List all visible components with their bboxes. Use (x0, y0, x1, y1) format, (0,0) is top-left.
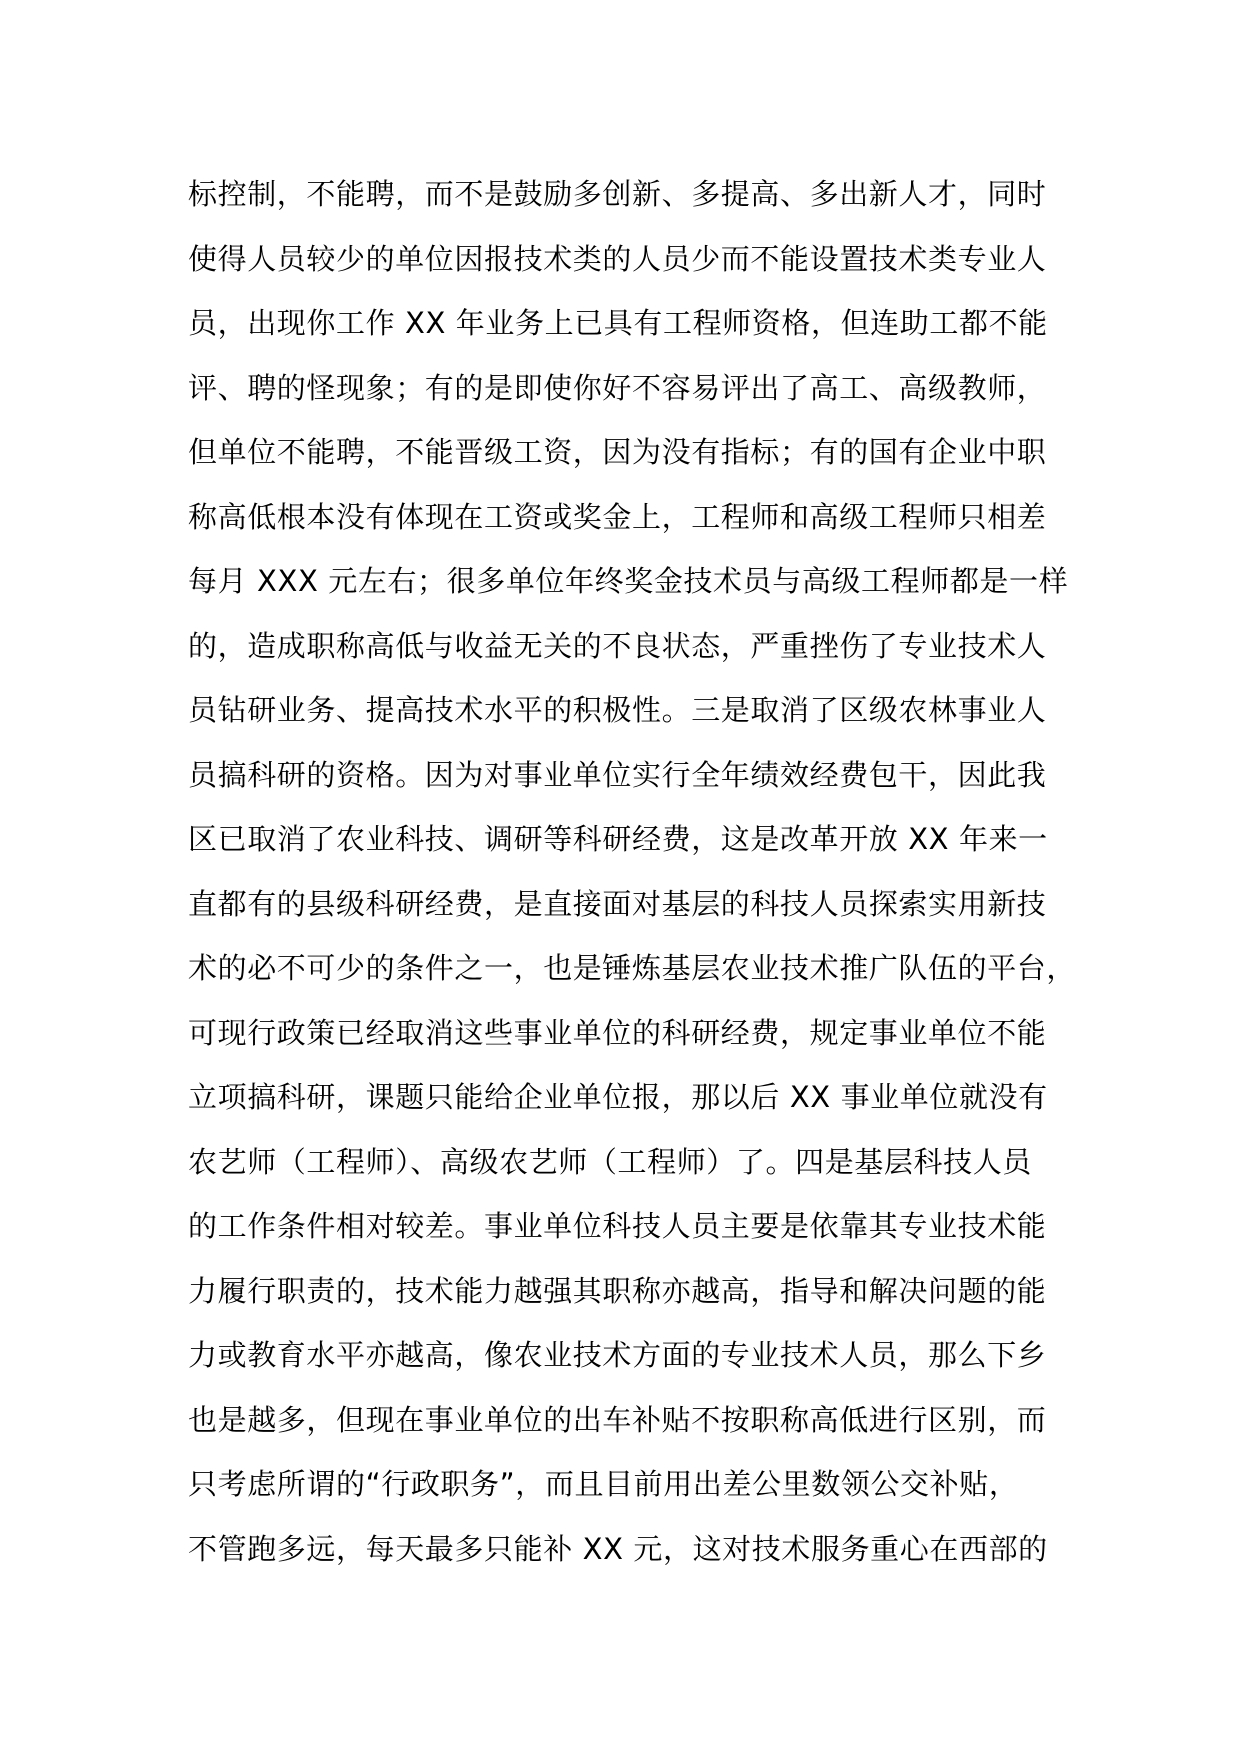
text-line: 但单位不能聘，不能晋级工资，因为没有指标；有的国有企业中职 (188, 435, 1047, 469)
text-line: 只考虑所谓的“行政职务”，而且目前用出差公里数领公交补贴， (188, 1467, 1019, 1501)
text-line: 的工作条件相对较差。事业单位科技人员主要是依靠其专业技术能 (188, 1209, 1047, 1243)
text-line: 农艺师（工程师）、高级农艺师（工程师）了。四是基层科技人员 (188, 1144, 1032, 1179)
text-line: 区已取消了农业科技、调研等科研经费，这是改革开放 XX 年来一 (188, 822, 1048, 856)
text-line: 术的必不可少的条件之一，也是锤炼基层农业技术推广队伍的平台， (188, 951, 1077, 985)
text-line: 称高低根本没有体现在工资或奖金上，工程师和高级工程师只相差 (188, 499, 1047, 534)
text-line: 标控制，不能聘，而不是鼓励多创新、多提高、多出新人才，同时 (188, 177, 1047, 211)
text-line: 力履行职责的，技术能力越强其职称亦越高，指导和解决问题的能 (188, 1273, 1047, 1308)
text-line: 可现行政策已经取消这些事业单位的科研经费，规定事业单位不能 (188, 1015, 1047, 1050)
text-line: 员，出现你工作 XX 年业务上已具有工程师资格，但连助工都不能 (188, 306, 1048, 340)
text-line: 员钻研业务、提高技术水平的积极性。三是取消了区级农林事业人 (188, 693, 1047, 727)
text-line: 不管跑多远，每天最多只能补 XX 元，这对技术服务重心在西部的 (188, 1531, 1048, 1566)
text-line: 力或教育水平亦越高，像农业技术方面的专业技术人员，那么下乡 (188, 1338, 1047, 1372)
text-line: 的，造成职称高低与收益无关的不良状态，严重挫伤了专业技术人 (188, 628, 1047, 663)
body-paragraph (188, 162, 1088, 1581)
text-line: 员搞科研的资格。因为对事业单位实行全年绩效经费包干，因此我 (188, 757, 1047, 792)
text-line: 评、聘的怪现象；有的是即使你好不容易评出了高工、高级教师， (188, 370, 1047, 405)
text-line: 立项搞科研，课题只能给企业单位报，那以后 XX 事业单位就没有 (188, 1080, 1048, 1114)
text-line: 每月 XXX 元左右；很多单位年终奖金技术员与高级工程师都是一样 (188, 564, 1069, 598)
text-line: 直都有的县级科研经费，是直接面对基层的科技人员探索实用新技 (188, 886, 1047, 921)
text-line: 也是越多，但现在事业单位的出车补贴不按职称高低进行区别，而 (188, 1402, 1047, 1437)
text-line: 使得人员较少的单位因报技术类的人员少而不能设置技术类专业人 (188, 241, 1047, 276)
